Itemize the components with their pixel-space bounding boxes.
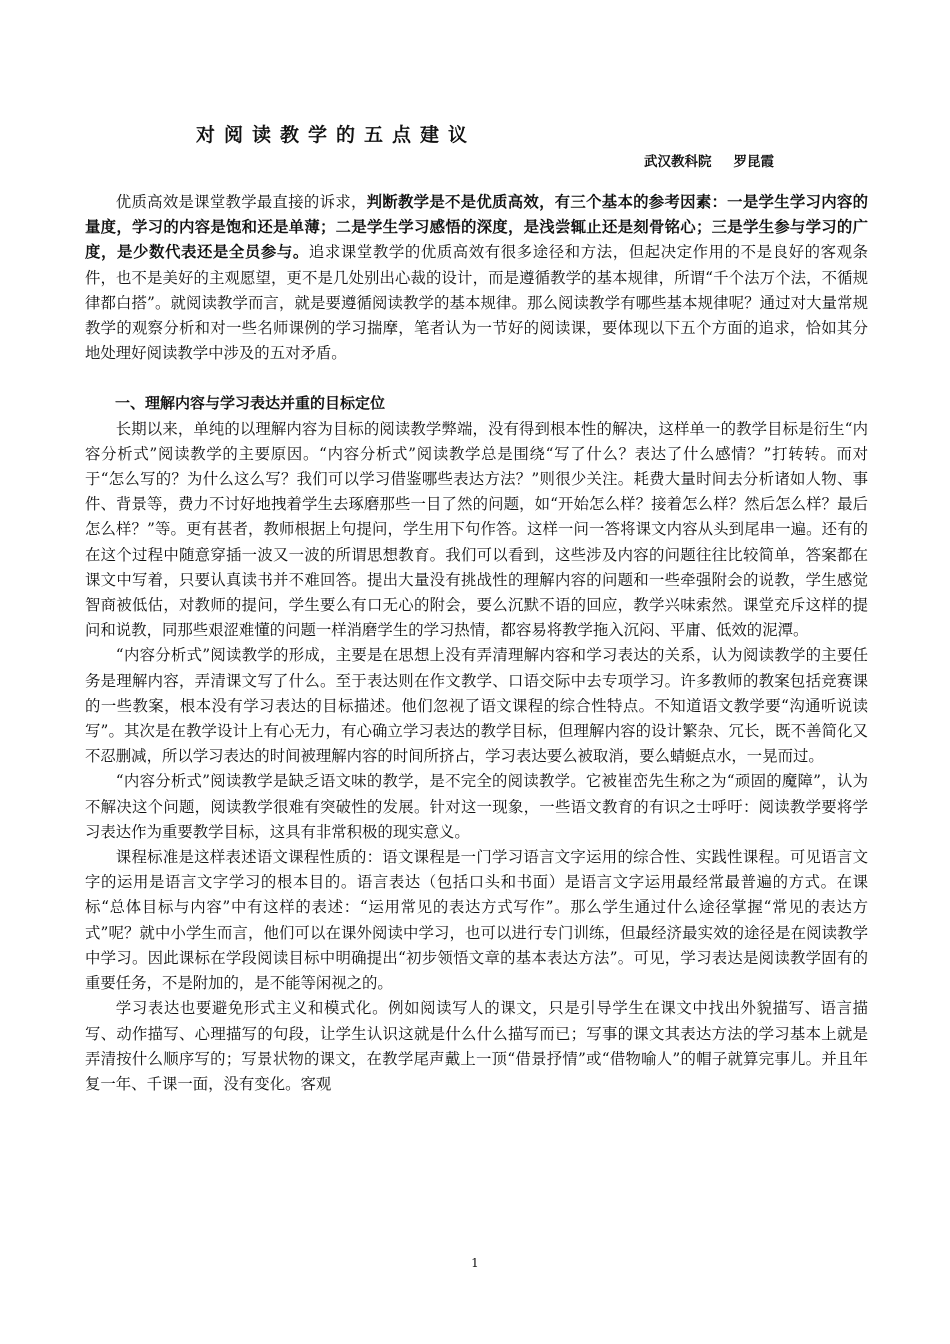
section1-paragraph-2: “内容分析式”阅读教学的形成，主要是在思想上没有弄清理解内容和学习表达的关系，认为阅读教学的主要任务是理解内容，弄清课文写了什么。至于表达则在作文教学、口语交际中去专项学习。许多教师的教案包括竞赛课的一些教案，根本没有学习表达的目标描述。他们忽视了语文课程的综合性特点。不知道语文教学要“沟通听说读写”。其次是在教学设计上有心无力，有心确立学习表达的教学目标，但理解内容的设计繁杂、冗长，既不善简化又不忍删减，所以学习表达的时间被理解内容的时间所挤占，学习表达要么被取消，要么蜻蜓点水，一晃而过。 [85, 646, 868, 766]
section-heading-1: 一、理解内容与学习表达并重的目标定位 [115, 394, 386, 413]
section1-paragraph-5: 学习表达也要避免形式主义和模式化。例如阅读写人的课文，只是引导学生在课文中找出外貌描写、语言描写、动作描写、心理描写的句段，让学生认识这就是什么什么描写而已；写事的课文其表达方法的学习基本上就是弄清按什么顺序写的；写景状物的课文，在教学尾声戴上一顶“借景抒情”或“借物喻人”的帽子就算完事儿。并且年复一年、千课一面，没有变化。客观 [85, 999, 868, 1093]
section1-paragraph-1: 长期以来，单纯的以理解内容为目标的阅读教学弊端，没有得到根本性的解决，这样单一的教学目标是衍生“内容分析式”阅读教学的主要原因。“内容分析式”阅读教学总是围绕“写了什么？表达了什么感情？”打转转。而对于“怎么写的？为什么这么写？我们可以学习借鉴哪些表达方法？”则很少关注。耗费大量时间去分析诸如人物、事件、背景等，费力不讨好地拽着学生去琢磨那些一目了然的问题，如“开始怎么样？接着怎么样？然后怎么样？最后怎么样？”等。更有甚者，教师根据上句提问，学生用下句作答。这样一问一答将课文内容从头到尾串一遍。还有的在这个过程中随意穿插一波又一波的所谓思想教育。我们可以看到，这些涉及内容的问题往往比较简单，答案都在课文中写着，只要认真读书并不难回答。提出大量没有挑战性的理解内容的问题和一些牵强附会的说教，学生感觉智商被低估，对教师的提问，学生要么有口无心的附会，要么沉默不语的回应，教学兴味索然。课堂充斥这样的提问和说教，同那些艰涩难懂的问题一样消磨学生的学习热情，都容易将教学拖入沉闷、平庸、低效的泥潭。 [85, 419, 868, 640]
intro-bold-criteria: 判断教学是不是优质高效，有三个基本的参考因素：一是学生学习内容的量度，学习的内容是饱和还是单薄；二是学生学习感悟的深度，是浅尝辄止还是刻骨铭心；三是学生参与学习的广度，是少数代表还是全员参与。 [85, 193, 868, 262]
author-name: 罗昆霞 [733, 154, 774, 170]
section1-paragraph-3: “内容分析式”阅读教学是缺乏语文味的教学，是不完全的阅读教学。它被崔峦先生称之为“顽固的魔障”，认为不解决这个问题，阅读教学很难有突破性的发展。针对这一现象，一些语文教育的有识之士呼吁：阅读教学要将学习表达作为重要教学目标，这具有非常积极的现实意义。 [85, 772, 868, 841]
intro-text-1: 优质高效是课堂教学最直接的诉求， [115, 193, 367, 211]
intro-text-2: 追求课堂教学的优质高效有很多途径和方法，但起决定作用的不是良好的客观条件，也不是美好的主观愿望，更不是几处别出心裁的设计，而是遵循教学的基本规律，所谓“千个法万个法，不循规律都白搭”。就阅读教学而言，就是要遵循阅读教学的基本规律。那么阅读教学有哪些基本规律呢？通过对大量常规教学的观察分析和对一些名师课例的学习揣摩，笔者认为一节好的阅读课，要体现以下五个方面的追求，恰如其分地处理好阅读教学中涉及的五对矛盾。 [85, 243, 868, 363]
author-line [644, 150, 774, 170]
page-number: 1 [471, 1256, 479, 1270]
intro-paragraph [85, 190, 868, 366]
section1-paragraph-4: 课程标准是这样表述语文课程性质的：语文课程是一门学习语言文字运用的综合性、实践性课程。可见语言文字的运用是语言文字学习的根本目的。语言表达（包括口头和书面）是语言文字运用最经常最普遍的方式。在课标“总体目标与内容”中有这样的表述：“运用常见的表达方式写作”。那么学生通过什么途径掌握“常见的表达方式”呢？就中小学生而言，他们可以在课外阅读中学习，也可以进行专门训练，但最经济最实效的途径是在阅读教学中学习。因此课标在学段阅读目标中明确提出“初步领悟文章的基本表达方法”。可见，学习表达是阅读教学固有的重要任务，不是附加的，是不能等闲视之的。 [85, 848, 868, 993]
document-body [85, 190, 868, 1097]
author-institution: 武汉教科院 [644, 154, 712, 170]
document-title: 对阅读教学的五点建议 [196, 124, 477, 146]
